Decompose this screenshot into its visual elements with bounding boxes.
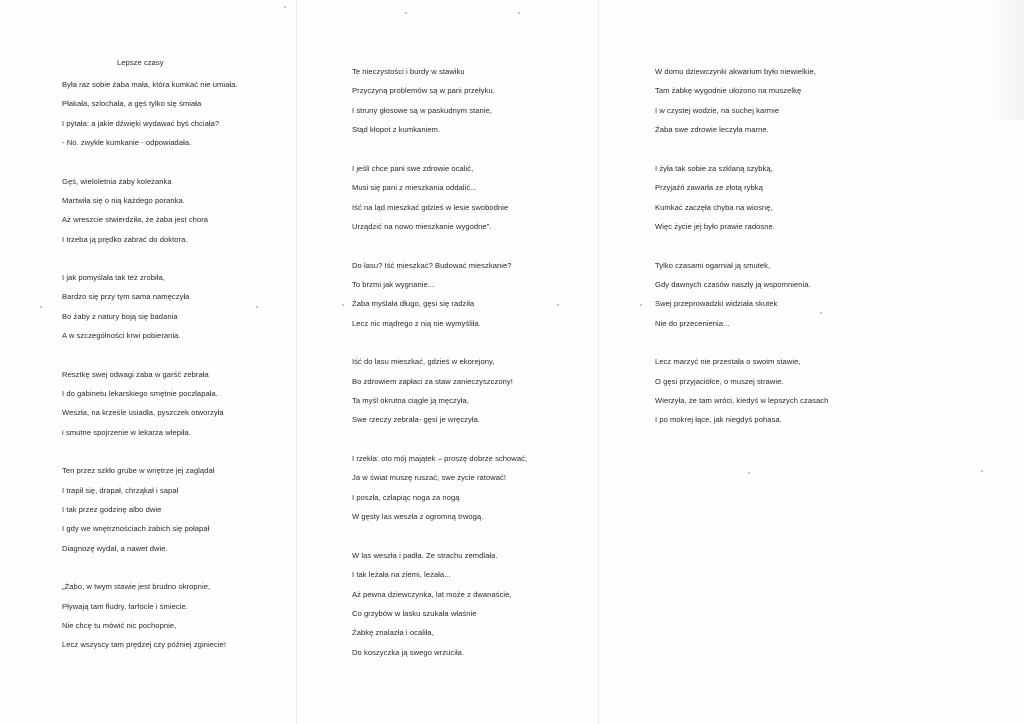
- poem-line: Iść na ląd mieszkać gdzieś w lesie swobodnie: [352, 202, 509, 212]
- poem-line: Ten przez szkło grube w wnętrze jej zaglądał: [62, 466, 215, 476]
- poem-stanza: [352, 159, 527, 237]
- poem-stanza: [352, 256, 527, 334]
- poem-line: Nie chcę tu mówić nic pochopnie,: [62, 620, 177, 630]
- poem-line: I jak pomyślała tak też zrobiła,: [62, 273, 165, 283]
- poem-stanza: [62, 268, 238, 345]
- poem-line: Aż wreszcie stwierdziła, że żaba jest chora: [62, 215, 209, 225]
- scan-speck: [256, 306, 258, 308]
- poem-stanza: [655, 352, 828, 430]
- scan-speck: [820, 312, 822, 314]
- scan-speck: [640, 304, 642, 306]
- poem-line: Nie do przecenienia...: [655, 318, 730, 328]
- poem-line: Gęś, wieloletnia żaby koleżanka: [62, 176, 172, 186]
- poem-line: A w szczególności krwi pobierania.: [62, 331, 181, 341]
- poem-line: Była raz sobie żaba mała, która kumkać nie umiała.: [62, 80, 238, 89]
- poem-line: To brzmi jak wygnanie...: [352, 279, 435, 289]
- poem-line: Bardzo się przy tym sama namęczyła: [62, 292, 190, 302]
- scan-speck: [981, 470, 983, 472]
- poem-line: Te nieczystości i burdy w stawiku: [352, 67, 465, 76]
- poem-line: I w czystej wodzie, na suchej karmie: [655, 105, 780, 115]
- poem-line: Żaba myślała długo, gęsi się radziła: [352, 299, 475, 309]
- poem-stanza: [352, 62, 527, 140]
- poem-line: W gęsty las weszła z ogromną trwogą.: [352, 512, 484, 522]
- poem-line: Przyjaźń zawarła ze złotą rybką: [655, 183, 763, 193]
- poem-stanza: [62, 577, 238, 654]
- poem-line: Żabkę znalazła i ocaliła,: [352, 628, 434, 638]
- poem-stanza: [352, 546, 527, 662]
- poem-line: I jeśli chce pani swe zdrowie ocalić,: [352, 163, 474, 173]
- poem-line: O gęsi przyjaciółce, o muszej strawie.: [655, 376, 784, 386]
- poem-line: Do lasu? Iść mieszkać? Budować mieszkanie?: [352, 260, 512, 270]
- poem-line: Swe rzeczy zebrała- gęsi je wręczyła.: [352, 415, 481, 425]
- poem-line: Swej przeprowadzki widziała skutek: [655, 299, 778, 309]
- scan-speck: [342, 304, 344, 306]
- poem-line: Martwiła się o nią każdego poranka.: [62, 195, 185, 205]
- poem-line: Gdy dawnych czasów naszły ją wspomnienia.: [655, 279, 811, 289]
- poem-line: I tak przez godzinę albo dwie: [62, 504, 162, 514]
- poem-line: I rzekła: oto mój majątek – proszę dobrze schować,: [352, 454, 528, 463]
- poem-column-1: [62, 56, 238, 674]
- poem-line: Ta myśl okrutna ciągle ją męczyła,: [352, 396, 469, 406]
- poem-line: Tam żabkę wygodnie ułożono na muszelkę: [655, 86, 802, 96]
- poem-line: „Żabo, w twym stawie jest brudno okropnie,: [62, 582, 211, 592]
- poem-line: I żyła tak sobie za szklaną szybką,: [655, 163, 773, 173]
- poem-line: W las weszła i padła. Ze strachu zemdlała.: [352, 550, 498, 560]
- poem-line: I poszła, człapiąc noga za nogą: [352, 492, 460, 502]
- poem-title: Lepsze czasy: [117, 58, 164, 67]
- poem-line: Żaba swe zdrowie leczyła marne.: [655, 125, 769, 135]
- poem-line: Resztkę swej odwagi żaba w garść zebrała: [62, 369, 209, 379]
- poem-line: Płakała, szlochała, a gęś tylko się śmiała: [62, 99, 202, 109]
- poem-line: W domu dziewczynki akwarium było niewielkie,: [655, 67, 816, 76]
- poem-line: I pytała: a jakie dźwięki wydawać byś chciała?: [62, 118, 220, 128]
- poem-line: Urządzić na nowo mieszkanie wygodne".: [352, 221, 492, 231]
- poem-line: I struny głosowe są w paskudnym stanie,: [352, 105, 492, 115]
- poem-line: Stąd kłopot z kumkaniem.: [352, 125, 441, 135]
- poem-line: Lecz marzyć nie przestała o swoim stawie,: [655, 357, 801, 367]
- poem-line: Wierzyła, że tam wróci, kiedyś w lepszych czasach: [655, 396, 829, 406]
- poem-stanza: [352, 449, 527, 527]
- poem-stanza: [62, 75, 238, 152]
- poem-stanza: [62, 365, 238, 442]
- poem-line: Aż pewna dziewczynka, lat może z dwanaście,: [352, 589, 512, 599]
- poem-line: Diagnozę wydał, a nawet dwie.: [62, 543, 168, 553]
- poem-line: Bo żaby z natury boją się badania: [62, 311, 178, 321]
- poem-line: I gdy we wnętrznościach żabich się połapał: [62, 524, 210, 534]
- poem-line: i smutne spojrzenie w lekarza wlepiła.: [62, 427, 191, 437]
- scan-speck: [284, 6, 286, 8]
- poem-stanza: [62, 461, 238, 558]
- poem-line: Ja w świat muszę ruszać, swe życie ratować!: [352, 473, 507, 483]
- poem-column-2: [352, 62, 527, 681]
- poem-stanza: [352, 352, 527, 430]
- poem-line: Lecz wszyscy tam prędzej czy później zginiecie!: [62, 640, 226, 650]
- poem-stanza: [655, 256, 828, 334]
- poem-line: Co grzybów w lasku szukała właśnie: [352, 608, 477, 618]
- poem-line: Lecz nic mądrego z nią nie wymyśliła.: [352, 318, 481, 328]
- poem-line: I po mokrej łące, jak niegdyś pohasa.: [655, 415, 782, 425]
- poem-line: I do gabinetu lekarskiego smętnie poczłapała.: [62, 389, 218, 399]
- poem-line: Przyczyną problemów są w pani przełyku.: [352, 86, 495, 96]
- poem-line: I trzeba ją prędko zabrać do doktora.: [62, 234, 188, 244]
- page-fold-right: [598, 0, 599, 724]
- poem-line: - No. zwykłe kumkanie - odpowiadała.: [62, 138, 192, 148]
- scan-speck: [748, 472, 750, 474]
- page-fold-left: [296, 0, 297, 724]
- poem-line: Musi się pani z mieszkania oddalić...: [352, 183, 477, 193]
- poem-line: Bo zdrowiem zapłaci za staw zanieczyszczony!: [352, 376, 513, 386]
- poem-line: Więc życie jej było prawie radosne.: [655, 221, 775, 231]
- poem-column-3: [655, 62, 828, 449]
- scan-speck: [40, 306, 42, 308]
- poem-line: I tak leżała na ziemi, leżała...: [352, 570, 451, 580]
- poem-line: Weszła, na krześle usiadła, pyszczek otworzyła: [62, 408, 224, 418]
- scan-speck: [518, 12, 520, 14]
- poem-line: I trapił się, drapał, chrząkał i sapał: [62, 485, 179, 495]
- scan-edge-shadow: [984, 0, 1024, 120]
- scan-speck: [405, 12, 407, 14]
- scan-speck: [557, 304, 559, 306]
- poem-line: Tylko czasami ogarniał ją smutek,: [655, 260, 771, 270]
- poem-stanza: [655, 62, 828, 140]
- poem-line: Iść do lasu mieszkać, gdzieś w ekorejony,: [352, 357, 495, 367]
- poem-line: Pływają tam fludry, farfocle i śmiecie.: [62, 601, 188, 611]
- poem-line: Kumkać zaczęła chyba na wiosnę,: [655, 202, 773, 212]
- poem-stanza: [62, 172, 238, 249]
- poem-stanza: [655, 159, 828, 237]
- poem-line: Do koszyczka ją swego wrzuciła.: [352, 647, 465, 657]
